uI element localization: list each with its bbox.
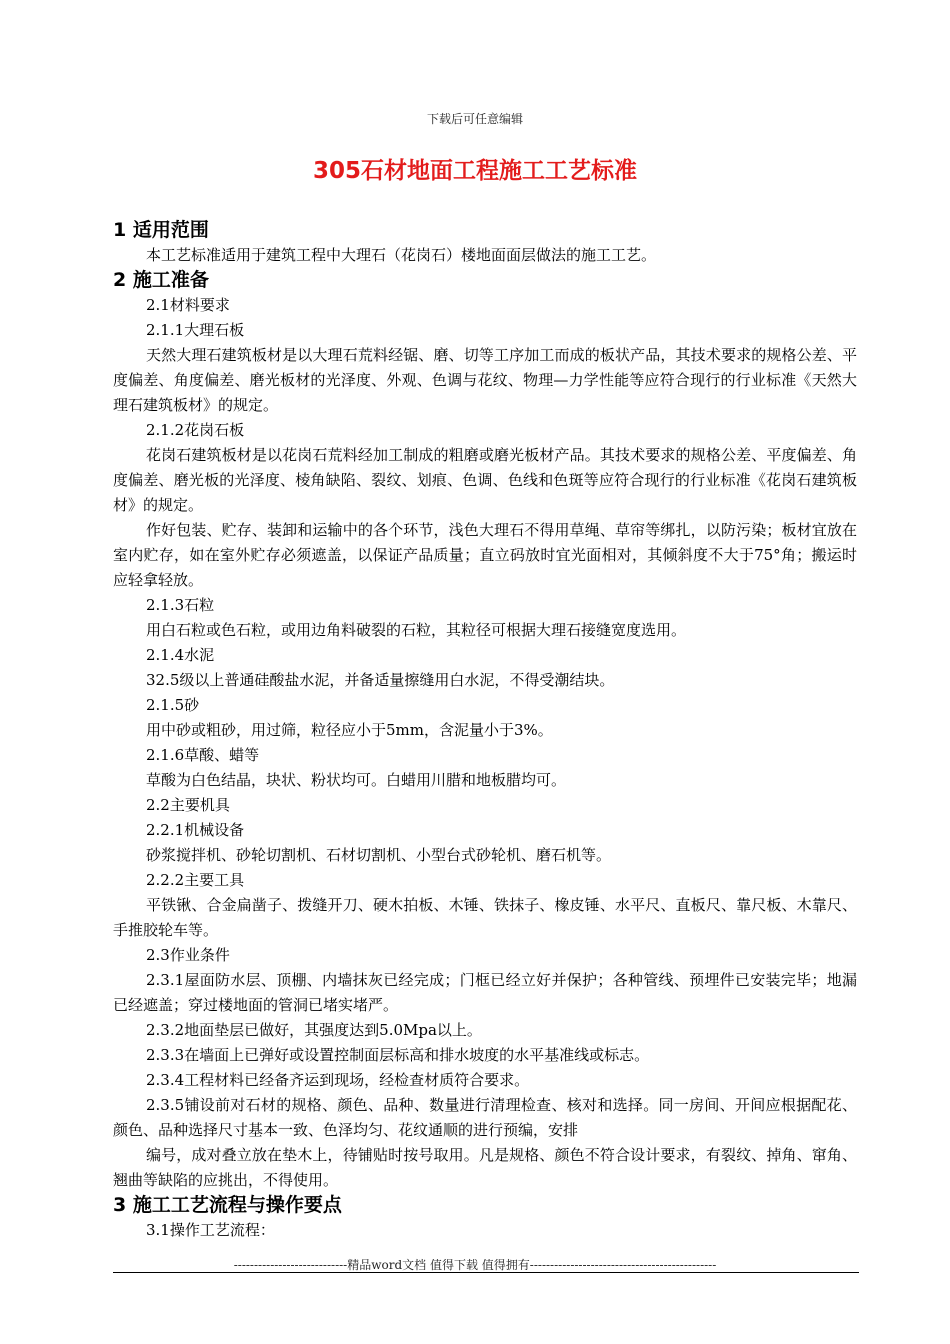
header-note: 下载后可任意编辑 bbox=[426, 112, 523, 126]
paragraph: 草酸为白色结晶，块状、粉状均可。白蜡用川腊和地板腊均可。 bbox=[146, 771, 567, 789]
paragraph: 2.1.1大理石板 bbox=[146, 321, 245, 339]
paragraph: 2.2主要机具 bbox=[146, 796, 230, 814]
footer-divider bbox=[113, 1272, 859, 1273]
paragraph: 32.5级以上普通硅酸盐水泥，并备适量擦缝用白水泥，不得受潮结块。 bbox=[146, 671, 615, 689]
paragraph: 3.1操作工艺流程： bbox=[146, 1221, 275, 1239]
document-title: 305石材地面工程施工工艺标准 bbox=[312, 158, 637, 184]
paragraph: 2.1.5砂 bbox=[146, 696, 200, 714]
paragraph: 2.1.6草酸、蜡等 bbox=[146, 746, 260, 764]
paragraph: 2.3.4工程材料已经备齐运到现场，经检查材质符合要求。 bbox=[146, 1071, 530, 1089]
paragraph: 2.3.5铺设前对石材的规格、颜色、品种、数量进行清理检查、核对和选择。同一房间、开间应根据配花、颜色、品种选择尺寸基本一致、色泽均匀、花纹通顺的进行预编，安排 bbox=[113, 1096, 857, 1139]
footer-text: ----------------------------精品word文档 值得下载 值得拥有---------------------------------------------- bbox=[233, 1258, 717, 1272]
paragraph: 平铁锹、合金扁凿子、拨缝开刀、硬木拍板、木锤、铁抹子、橡皮锤、水平尺、直板尺、靠尺板、木靠尺、手推胶轮车等。 bbox=[113, 896, 857, 939]
paragraph: 天然大理石建筑板材是以大理石荒料经锯、磨、切等工序加工而成的板状产品，其技术要求的规格公差、平度偏差、角度偏差、磨光板材的光泽度、外观、色调与花纹、物理—力学性能等应符合现行的行业标准《天然大理石建筑板材》的规定。 bbox=[113, 346, 857, 414]
paragraph: 2.1材料要求 bbox=[146, 296, 230, 314]
paragraph: 2.1.4水泥 bbox=[146, 646, 215, 664]
paragraph: 2.3.2地面垫层已做好，其强度达到5.0Mpa以上。 bbox=[146, 1021, 482, 1039]
section-heading: 1 适用范围 bbox=[113, 219, 209, 241]
paragraph: 2.1.2花岗石板 bbox=[146, 421, 245, 439]
paragraph: 花岗石建筑板材是以花岗石荒料经加工制成的粗磨或磨光板材产品。其技术要求的规格公差、平度偏差、角度偏差、磨光板的光泽度、棱角缺陷、裂纹、划痕、色调、色线和色斑等应符合现行的行业标准《花岗石建筑板材》的规定。 bbox=[113, 446, 857, 514]
document-body bbox=[113, 218, 857, 1243]
paragraph: 本工艺标准适用于建筑工程中大理石（花岗石）楼地面面层做法的施工工艺。 bbox=[146, 246, 657, 264]
section-heading: 2 施工准备 bbox=[113, 269, 209, 291]
paragraph: 2.1.3石粒 bbox=[146, 596, 215, 614]
paragraph: 2.3.3在墙面上已弹好或设置控制面层标高和排水坡度的水平基准线或标志。 bbox=[146, 1046, 650, 1064]
paragraph: 砂浆搅拌机、砂轮切割机、石材切割机、小型台式砂轮机、磨石机等。 bbox=[146, 846, 612, 864]
paragraph: 用中砂或粗砂，用过筛，粒径应小于5mm，含泥量小于3%。 bbox=[146, 721, 553, 739]
paragraph: 作好包装、贮存、装卸和运输中的各个环节，浅色大理石不得用草绳、草帘等绑扎，以防污染；板材宜放在室内贮存，如在室外贮存必须遮盖，以保证产品质量；直立码放时宜光面相对，其倾斜度不大于75°角；搬运时应轻拿轻放。 bbox=[113, 521, 857, 589]
paragraph: 用白石粒或色石粒，或用边角料破裂的石粒，其粒径可根据大理石接缝宽度选用。 bbox=[146, 621, 687, 639]
paragraph: 2.3.1屋面防水层、顶棚、内墙抹灰已经完成；门框已经立好并保护；各种管线、预埋件已安装完毕；地漏已经遮盖；穿过楼地面的管洞已堵实堵严。 bbox=[113, 971, 857, 1014]
paragraph: 2.3作业条件 bbox=[146, 946, 230, 964]
paragraph: 2.2.1机械设备 bbox=[146, 821, 245, 839]
section-heading: 3 施工工艺流程与操作要点 bbox=[113, 1194, 342, 1216]
paragraph: 编号，成对叠立放在垫木上，待铺贴时按号取用。凡是规格、颜色不符合设计要求，有裂纹、掉角、窜角、翘曲等缺陷的应挑出，不得使用。 bbox=[113, 1146, 857, 1189]
paragraph: 2.2.2主要工具 bbox=[146, 871, 245, 889]
